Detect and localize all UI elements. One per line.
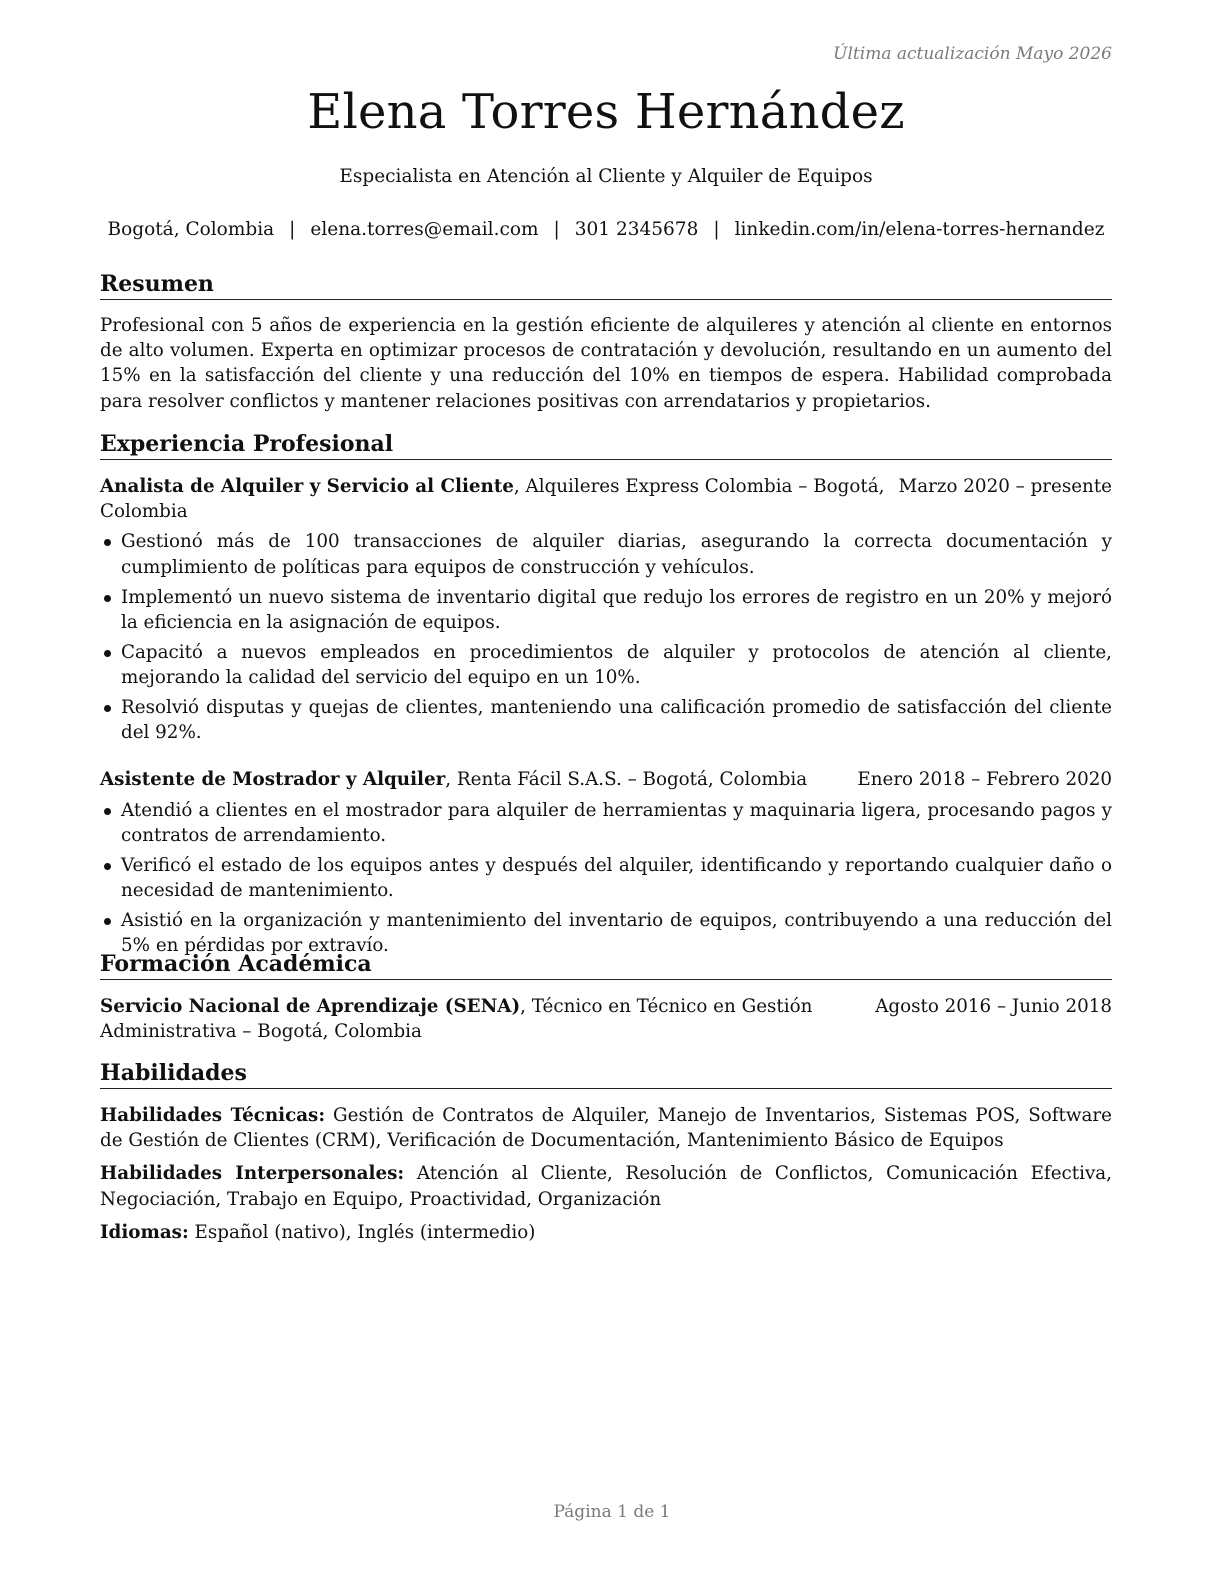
- bullet-icon: [104, 705, 111, 712]
- skill-row-technical: [100, 1103, 1112, 1153]
- list-item: [100, 798, 1112, 848]
- summary-text: Profesional con 5 años de experiencia en la gestión eficiente de alquileres y atención al cliente en entornos de alto volumen. Experta en optimizar procesos de contratación y devolución, resultando en un aumento del 15% en la satisfacción del cliente y una reducción del 10% en tiempos de espera. Habilidad comprobada para resolver conflictos y mantener relaciones positivas con arrendatarios y propietarios.: [100, 315, 1112, 412]
- skill-row-interpersonal: [100, 1161, 1112, 1211]
- job-header: [100, 474, 1112, 524]
- bullet-text: Atendió a clientes en el mostrador para alquiler de herramientas y maquinaria ligera, procesando pagos y contratos de arrendamiento.: [121, 799, 1112, 846]
- last-updated: Última actualización Mayo 2026: [833, 44, 1112, 64]
- contact-phone: 301 2345678: [574, 219, 699, 240]
- contact-location: Bogotá, Colombia: [107, 219, 275, 240]
- job-bullets: [100, 798, 1112, 959]
- page-number: Página 1 de 1: [553, 1502, 671, 1522]
- contact-separator: |: [289, 219, 296, 240]
- job-bullets: [100, 529, 1112, 745]
- job-role: Analista de Alquiler y Servicio al Cliente: [100, 476, 514, 497]
- bullet-text: Verificó el estado de los equipos antes y después del alquiler, identificando y reportando cualquier daño o necesidad de mantenimiento.: [121, 854, 1112, 902]
- list-item: [100, 695, 1112, 745]
- experience-heading: Experiencia Profesional: [100, 430, 1112, 460]
- education-details: , Técnico en Técnico en Gestión Administrativa – Bogotá, Colombia: [100, 996, 813, 1043]
- job-entry: [100, 767, 1112, 958]
- skill-value: Gestión de Contratos de Alquiler, Manejo de Inventarios, Sistemas POS, Software de Gestión de Clientes (CRM), Verificación de Documentación, Mantenimiento Básico de Equipos: [100, 1105, 1112, 1152]
- skill-label: Habilidades Técnicas:: [100, 1105, 326, 1126]
- contact-separator: |: [713, 219, 720, 240]
- education-institution: Servicio Nacional de Aprendizaje (SENA): [100, 996, 521, 1017]
- summary-section: [100, 270, 1112, 414]
- skills-section: [100, 1059, 1112, 1245]
- candidate-name: Elena Torres Hernández: [307, 84, 905, 140]
- summary-heading: Resumen: [100, 270, 1112, 300]
- contact-email[interactable]: elena.torres@email.com: [310, 219, 539, 240]
- bullet-text: Asistió en la organización y mantenimiento del inventario de equipos, contribuyendo a una reducción del 5% en pérdidas por extravío.: [121, 910, 1112, 957]
- list-item: [100, 585, 1112, 635]
- resume-page: [100, 0, 1112, 1584]
- skills-heading: Habilidades: [100, 1059, 1112, 1089]
- job-company: , Alquileres Express Colombia – Bogotá, Colombia: [100, 476, 885, 523]
- job-role: Asistente de Mostrador y Alquiler: [100, 769, 446, 791]
- education-dates: Agosto 2016 – Junio 2018: [875, 996, 1112, 1017]
- bullet-icon: [104, 595, 111, 602]
- list-item: [100, 640, 1112, 690]
- candidate-title: Especialista en Atención al Cliente y Alquiler de Equipos: [339, 166, 873, 187]
- job-dates: Marzo 2020 – presente: [898, 476, 1112, 497]
- bullet-icon: [104, 539, 111, 546]
- education-entry: [100, 994, 1112, 1044]
- bullet-icon: [104, 650, 111, 657]
- education-heading: Formación Académica: [100, 950, 1112, 980]
- bullet-icon: [104, 918, 111, 925]
- skill-row-languages: [100, 1220, 1112, 1245]
- bullet-text: Resolvió disputas y quejas de clientes, manteniendo una calificación promedio de satisfacción del cliente del 92%.: [121, 697, 1112, 744]
- contact-line: [100, 219, 1112, 240]
- list-item: [100, 853, 1112, 903]
- skill-label: Habilidades Interpersonales:: [100, 1163, 405, 1185]
- job-header: [100, 767, 1112, 792]
- bullet-icon: [104, 808, 111, 815]
- bullet-text: Gestionó más de 100 transacciones de alquiler diarias, asegurando la correcta documentación y cumplimiento de políticas para equipos de construcción y vehículos.: [121, 531, 1112, 578]
- skill-value: Atención al Cliente, Resolución de Conflictos, Comunicación Efectiva, Negociación, Trabajo en Equipo, Proactividad, Organización: [100, 1163, 1112, 1210]
- skill-value: Español (nativo), Inglés (intermedio): [188, 1221, 536, 1243]
- contact-linkedin[interactable]: linkedin.com/in/elena-torres-hernandez: [734, 219, 1105, 240]
- contact-separator: |: [553, 219, 560, 240]
- job-entry: [100, 474, 1112, 745]
- job-company: , Renta Fácil S.A.S. – Bogotá, Colombia: [445, 769, 808, 791]
- education-section: [100, 950, 1112, 1044]
- bullet-text: Implementó un nuevo sistema de inventario digital que redujo los errores de registro en un 20% y mejoró la eficiencia en la asignación de equipos.: [121, 586, 1112, 633]
- job-dates: Enero 2018 – Febrero 2020: [857, 769, 1112, 791]
- experience-section: [100, 430, 1112, 963]
- bullet-icon: [104, 863, 111, 870]
- skill-label: Idiomas:: [100, 1221, 189, 1243]
- bullet-text: Capacitó a nuevos empleados en procedimientos de alquiler y protocolos de atención al cliente, mejorando la calidad del servicio del equipo en un 10%.: [121, 641, 1112, 689]
- list-item: [100, 529, 1112, 579]
